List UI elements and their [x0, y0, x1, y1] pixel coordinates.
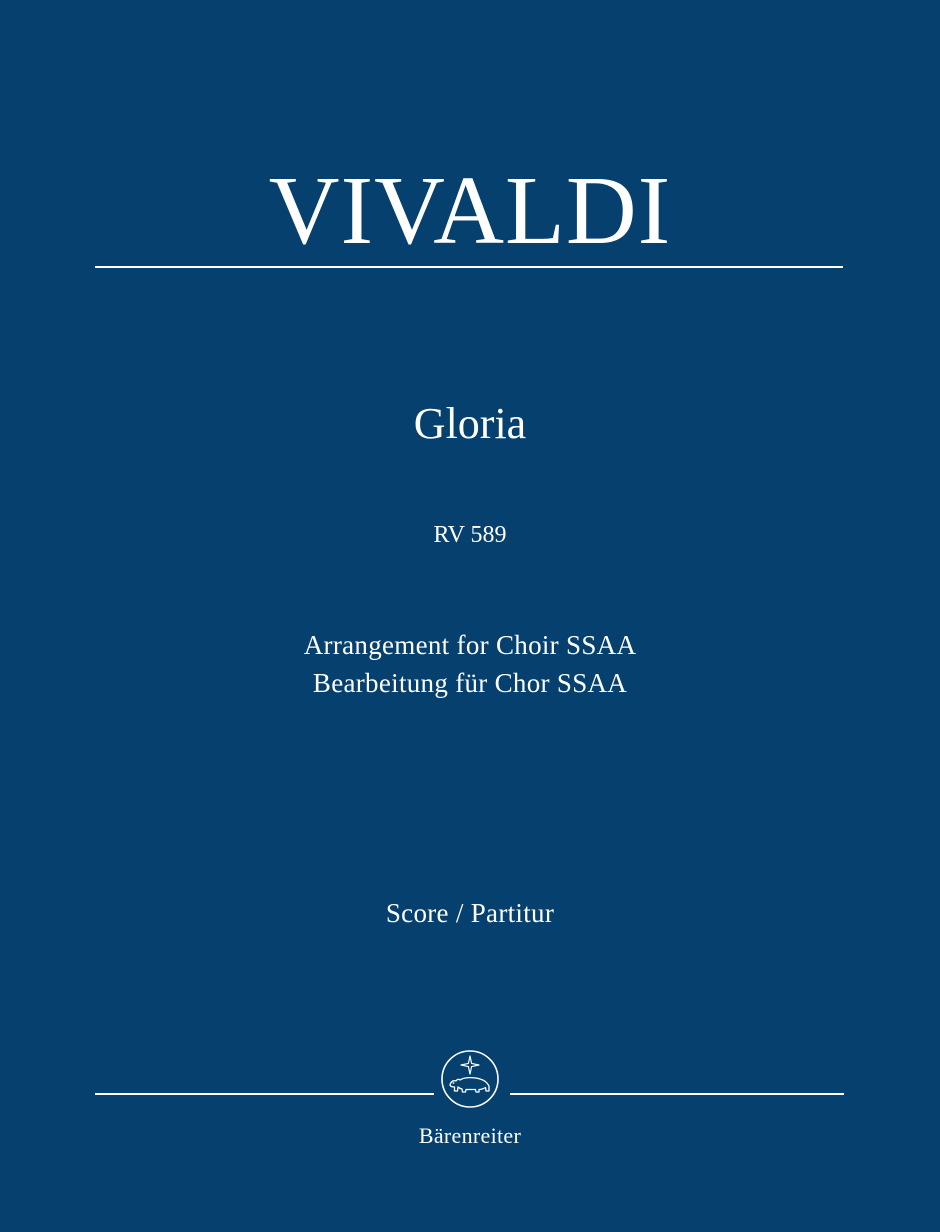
top-divider: [95, 266, 843, 268]
composer-name: VIVALDI: [268, 157, 672, 265]
star-bear-icon: [440, 1049, 500, 1109]
arrangement-english: Arrangement for Choir SSAA: [303, 630, 637, 660]
edition-type: Score / Partitur: [385, 898, 555, 928]
arrangement-german: Bearbeitung für Chor SSAA: [312, 668, 628, 698]
bottom-divider-right: [510, 1093, 844, 1095]
publisher-name: Bärenreiter: [418, 1123, 522, 1148]
catalog-number: RV 589: [433, 522, 507, 548]
work-title: Gloria: [413, 399, 527, 448]
bottom-divider-left: [95, 1093, 434, 1095]
